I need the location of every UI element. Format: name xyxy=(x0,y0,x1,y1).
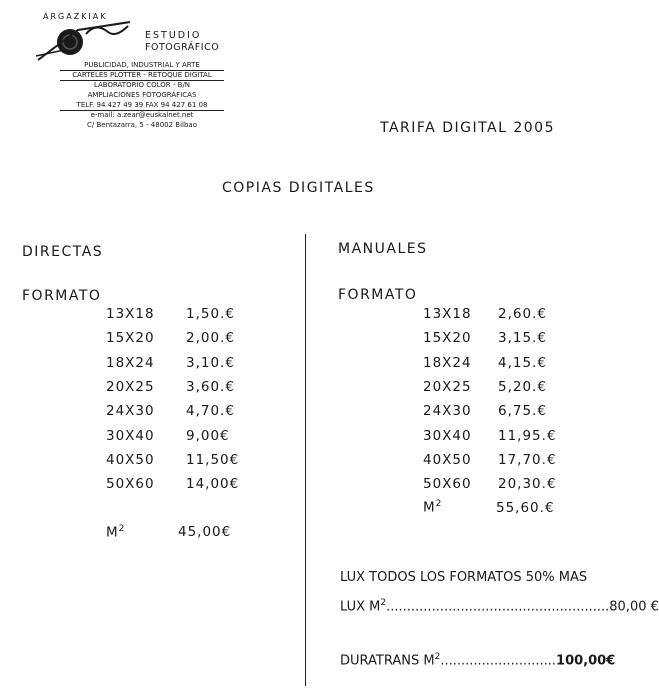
manuales-format-size: 15X20 xyxy=(423,330,472,347)
directas-format-price: 14,00€ xyxy=(186,476,240,493)
service-line: AMPLIACIONES FOTOGRÁFICAS xyxy=(87,91,197,99)
manuales-format-price: 6,75.€ xyxy=(498,403,547,420)
manuales-format-price: 17,70.€ xyxy=(498,451,557,468)
manuales-format-size: 13X18 xyxy=(423,306,472,322)
phone-fax-line: TELF. 94 427 49 39 FAX 94 427 61 08 xyxy=(60,100,224,111)
service-line: CARTELES PLOTTER - RETOQUE DIGITAL xyxy=(60,70,224,81)
directas-format-price: 11,50€ xyxy=(186,451,240,468)
manuales-format-label: FORMATO xyxy=(338,287,418,303)
manuales-format-price: 2,60.€ xyxy=(498,306,547,322)
studio-line-2: FOTOGRÁFICO xyxy=(145,42,220,53)
directas-title: DIRECTAS xyxy=(22,244,104,260)
directas-format-price: 3,60.€ xyxy=(186,378,235,395)
manuales-format-size: 24X30 xyxy=(423,403,472,420)
copias-title: COPIAS DIGITALES xyxy=(222,180,375,196)
directas-format-size: 50X60 xyxy=(106,476,155,493)
directas-format-size: 15X20 xyxy=(106,330,155,347)
directas-format-size: 24X30 xyxy=(106,403,155,420)
directas-format-price: 1,50.€ xyxy=(186,306,235,322)
brand-name: ARGAZKIAK xyxy=(43,12,108,21)
directas-m2-label: $M^2$ xyxy=(106,524,126,541)
directas-format-size: 40X50 xyxy=(106,451,155,468)
lux-m2-line: LUX $M^2......................................................80,00$ € xyxy=(340,598,659,615)
manuales-format-size: 40X50 xyxy=(423,451,472,468)
manuales-format-price: 4,15.€ xyxy=(498,354,547,371)
manuales-format-price: 3,15.€ xyxy=(498,330,547,347)
manuales-format-size: 20X25 xyxy=(423,378,472,395)
directas-format-price: 9,00€ xyxy=(186,427,230,444)
studio-line-1: ESTUDIO xyxy=(145,30,202,41)
service-line: PUBLICIDAD, INDUSTRIAL Y ARTE xyxy=(60,60,224,71)
directas-format-price: 3,10.€ xyxy=(186,354,235,371)
directas-format-size: 20X25 xyxy=(106,378,155,395)
manuales-format-size: 18X24 xyxy=(423,354,472,371)
manuales-m2-label: $M^2$ xyxy=(423,499,443,516)
lux-headline: LUX TODOS LOS FORMATOS 50% MAS xyxy=(340,570,588,585)
manuales-format-price: 11,95.€ xyxy=(498,427,557,444)
manuales-format-price: 20,30.€ xyxy=(498,476,557,493)
manuales-title: MANUALES xyxy=(338,241,428,257)
duratrans-line: DURATRANS $M^2............................100,00€$ xyxy=(340,652,616,669)
address-line: C/ Bentazarra, 5 - 48002 Bilbao xyxy=(86,121,198,129)
directas-format-price: 4,70.€ xyxy=(186,403,235,420)
directas-format-size: 18X24 xyxy=(106,354,155,371)
directas-format-label: FORMATO xyxy=(22,288,102,304)
directas-format-size: 13X18 xyxy=(106,306,155,322)
manuales-format-size: 50X60 xyxy=(423,476,472,493)
directas-format-size: 30X40 xyxy=(106,427,155,444)
manuales-format-price: 5,20.€ xyxy=(498,378,547,395)
tarifa-title: TARIFA DIGITAL 2005 xyxy=(380,120,556,136)
service-line: LABORATORIO COLOR - B/N xyxy=(93,81,191,89)
email-line: e-mail: a.zear@euskalnet.net xyxy=(90,111,194,119)
directas-format-price: 2,00.€ xyxy=(186,330,235,347)
column-divider xyxy=(305,234,306,686)
camera-lens-logo xyxy=(34,20,144,62)
manuales-format-size: 30X40 xyxy=(423,427,472,444)
manuales-m2-price: 55,60.€ xyxy=(496,500,555,516)
directas-m2-price: 45,00€ xyxy=(178,524,232,540)
